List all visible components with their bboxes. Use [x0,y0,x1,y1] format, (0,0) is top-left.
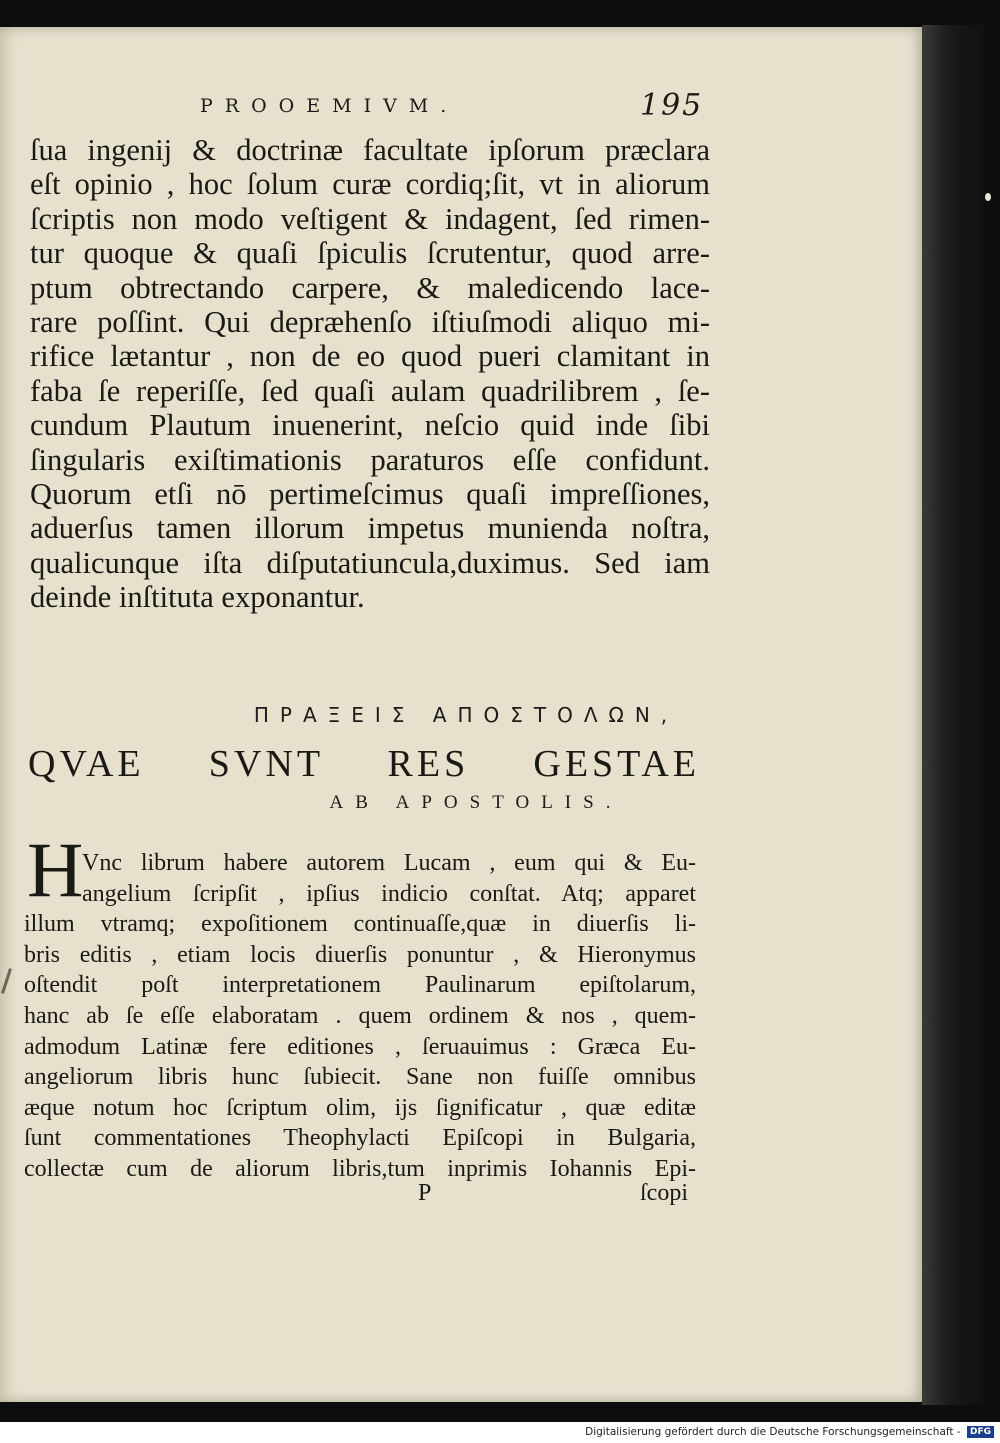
text-line: bris editis , etiam locis diuerſis ponuntur , & Hieronymus [24,941,696,968]
text-line: cundum Plautum inuenerint, neſcio quid inde ſibi [30,408,710,443]
body-paragraph [24,848,696,1185]
text-line: illum vtramq; expoſitionem continuaſſe,quæ in diuerſis li- [24,911,696,938]
text-line: rifice lætantur , non de eo quod pueri clamitant in [30,339,710,374]
text-line: ſingularis exiſtimationis paraturos eſſe confidunt. [30,442,710,477]
text-line: angelium ſcripſit , ipſius indicio conſtat. Atq; apparet [82,880,696,907]
greek-title: ΠΡΑΞΕΙΣ ΑΠΟΣΤΟΛΩΝ, [253,703,679,727]
catchword: ſcopi [640,1180,688,1206]
text-line: ſcriptis non modo veſtigent & indagent, ſed rimen- [30,201,710,236]
running-head: PROOEMIVM. [200,95,459,117]
preface-paragraph [30,133,710,615]
text-line: æque notum hoc ſcriptum olim, ijs ſignificatur , quæ editæ [24,1094,696,1121]
text-line: eſt opinio , hoc ſolum curæ cordiq;ſit, vt in aliorum [30,167,710,202]
text-line: deinde inſtituta exponantur. [30,580,365,615]
text-line: tur quoque & quaſi ſpiculis ſcrutentur, quod arre- [30,236,710,271]
drop-initial: H [27,826,84,913]
text-line: oſtendit poſt interpretationem Paulinarum epiſtolarum, [24,972,696,999]
text-line: collectæ cum de aliorum libris,tum inprimis Iohannis Epi- [24,1155,696,1182]
text-line: Quorum etſi nō pertimeſcimus quaſi impreſſiones, [30,477,710,512]
text-line: qualicunque iſta diſputatiuncula,duximus. Sed iam [30,545,710,580]
signature-mark: P [418,1180,432,1206]
text-line: faba ſe reperiſſe, ſed quaſi aulam quadrilibrem , ſe- [30,373,710,408]
page-number: 195 [640,88,704,123]
latin-title: QVAE SVNT RES GESTAE [28,743,700,785]
text-line: angeliorum libris hunc ſubiecit. Sane non fuiſſe omnibus [24,1064,696,1091]
footer-text: Digitalisierung gefördert durch die Deutsche Forschungsgemeinschaft - [585,1426,961,1438]
text-line: Vnc librum habere autorem Lucam , eum qui & Eu- [82,850,696,876]
text-line: rare poſſint. Qui depræhenſo iſtiuſmodi aliquo mi- [30,305,710,340]
facing-page-edge [922,25,1000,1405]
paper-speck [985,193,991,201]
text-line: hanc ab ſe eſſe elaboratam . quem ordinem & nos , quem- [24,1002,696,1029]
footer-credit [585,1426,994,1438]
text-line: ſua ingenij & doctrinæ facultate ipſorum præclara [30,133,710,167]
dfg-logo-icon[interactable]: DFG [967,1426,994,1438]
text-line: ptum obtrectando carpere, & maledicendo lace- [30,270,710,305]
text-line: admodum Latinæ fere editiones , ſeruauimus : Græca Eu- [24,1033,696,1060]
text-line: ſunt commentationes Theophylacti Epiſcopi in Bulgaria, [24,1125,696,1152]
latin-subtitle: AB APOSTOLIS. [329,792,623,813]
text-line: aduerſus tamen illorum impetus munienda noſtra, [30,511,710,546]
